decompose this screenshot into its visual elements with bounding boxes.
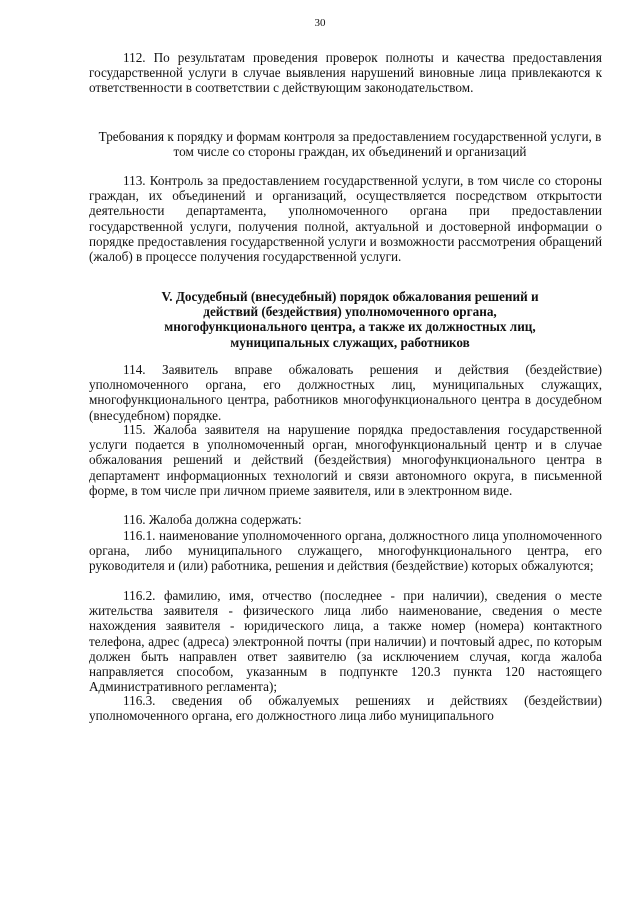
paragraph-114: 114. Заявитель вправе обжаловать решения и действия (бездействие) уполномоченного органа, его должностных лиц, муниципальных служащих, многофункционального центра, работников многофункционального центра в досудебном (внесудебном) порядке. <box>89 362 602 423</box>
paragraph-116-2: 116.2. фамилию, имя, отчество (последнее - при наличии), сведения о месте жительства заявителя - физического лица либо наименование, сведения о месте нахождения заявителя - юридического лица, а также номер (номера) контактного телефона, адрес (адреса) электронной почты (при наличии) и почтовый адрес, по которым должен быть направлен ответ заявителю (за исключением случая, когда жалоба направляется способом, указанным в подпункте 120.3 пункта 120 настоящего Административного регламента); <box>89 588 602 695</box>
page-number: 30 <box>314 17 326 29</box>
requirements-heading: Требования к порядку и формам контроля за предоставлением государственной услуги, в том числе со стороны граждан, их объединений и организаций <box>98 129 602 160</box>
paragraph-115: 115. Жалоба заявителя на нарушение порядка предоставления государственной услуги подается в уполномоченный орган, многофункциональный центр и в случае обжалования решений и действий (бездействия) многофункционального центра в департамент информационных технологий и связи автономного округа, в письменной форме, в том числе при личном приеме заявителя, или в электронном виде. <box>89 422 602 498</box>
section-v-heading: V. Досудебный (внесудебный) порядок обжалования решений и действий (бездействия) уполномоченного органа, многофункционального центра, а также их должностных лиц, муниципальных служащих, работников <box>161 289 539 350</box>
paragraph-116-3: 116.3. сведения об обжалуемых решениях и действиях (бездействии) уполномоченного органа, его должностного лица либо муниципального <box>89 693 602 724</box>
paragraph-112: 112. По результатам проведения проверок полноты и качества предоставления государственной услуги в случае выявления нарушений виновные лица привлекаются к ответственности в соответствии с действующим законодательством. <box>89 50 602 96</box>
paragraph-116-1: 116.1. наименование уполномоченного органа, должностного лица уполномоченного органа, либо муниципального служащего, многофункционального центра, его руководителя и (или) работника, решения и действия (бездействие) которых обжалуются; <box>89 528 602 574</box>
paragraph-113: 113. Контроль за предоставлением государственной услуги, в том числе со стороны граждан, их объединений и организаций, осуществляется посредством открытости деятельности департамента, уполномоченного органа при предоставлении государственной услуги, получения полной, актуальной и достоверной информации о порядке предоставления государственной услуги и возможности рассмотрения обращений (жалоб) в процессе получения государственной услуги. <box>89 173 602 265</box>
paragraph-116: 116. Жалоба должна содержать: <box>123 512 302 527</box>
